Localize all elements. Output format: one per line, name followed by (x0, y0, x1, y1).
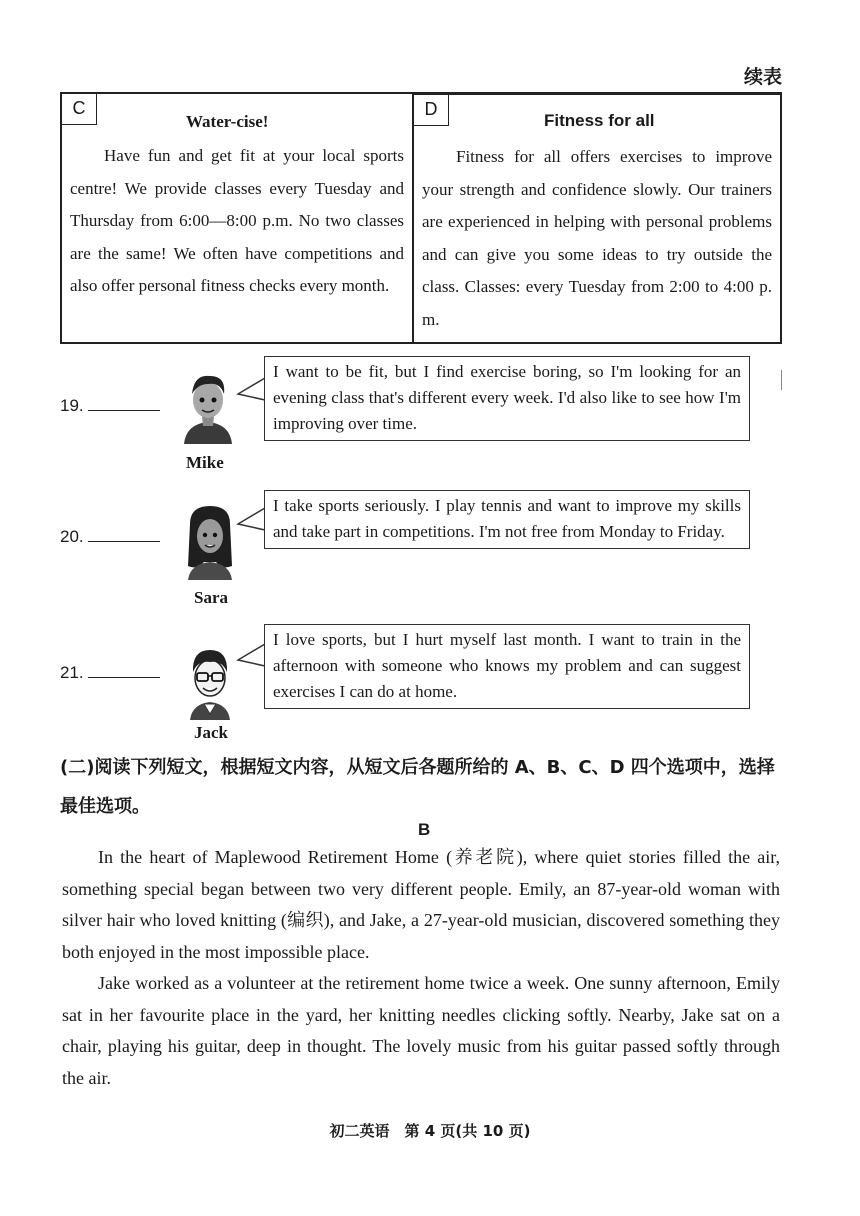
speech-tail (236, 642, 266, 672)
ad-body (422, 141, 772, 336)
passage-paragraph: Jake worked as a volunteer at the retirement home twice a week. One sunny afternoon, Emily sat in her favourite place in the yard, her knitting needles clicking softly. Nearby, Jake sat on a chair, playing his guitar, deep in thought. The lovely music from his guitar passed softly through the air. (62, 973, 780, 1088)
ad-title: Water-cise! (186, 112, 269, 131)
passage-paragraph: In the heart of Maplewood Retirement Home (养老院), where quiet stories filled the air, something special began between two very different people. Emily, an 87-year-old woman with silver hair who loved knitting (编织), and Jake, a 27-year-old musician, discovered something they both enjoyed in the most impossible place. (62, 847, 780, 962)
page-footer: 初二英语 第 4 页(共 10 页) (329, 1122, 531, 1140)
ad-letter: D (414, 95, 449, 126)
person-name: Jack (194, 723, 228, 742)
answer-blank[interactable] (88, 663, 160, 678)
question-21 (60, 663, 160, 683)
speech-bubble: I take sports seriously. I play tennis and want to improve my skills and take part in competitions. I'm not free from Monday to Friday. (264, 490, 750, 549)
question-19 (60, 396, 160, 416)
reading-passage (62, 842, 780, 1094)
speech-bubble: I love sports, but I hurt myself last month. I want to train in the afternoon with someone who knows my problem and can suggest exercises I can do at home. (264, 624, 750, 709)
ad-box-d (412, 92, 782, 344)
speech-bubble: I want to be fit, but I find exercise boring, so I'm looking for an evening class that's different every week. I'd also like to see how I'm improving over time. (264, 356, 750, 441)
passage-label: B (418, 820, 431, 839)
margin-mark (781, 370, 782, 390)
speech-tail (236, 506, 266, 536)
ad-letter: C (62, 94, 97, 125)
ad-body (70, 140, 404, 303)
question-20 (60, 527, 160, 547)
person-name: Sara (194, 588, 228, 607)
ad-box-c (60, 92, 412, 344)
ad-body-text: Fitness for all offers exercises to improve your strength and confidence slowly. Our trainers are experienced in helping with personal problems and can give you some ideas to try outside the class. Classes: every Tuesday from 2:00 to 4:00 p. m. (422, 147, 772, 329)
answer-blank[interactable] (88, 396, 160, 411)
answer-blank[interactable] (88, 527, 160, 542)
person-name: Mike (186, 453, 224, 472)
question-number: 20. (60, 527, 84, 546)
speech-tail (236, 376, 266, 406)
mike-avatar (180, 368, 236, 444)
ad-title: Fitness for all (544, 111, 655, 130)
jack-avatar (182, 644, 238, 720)
sara-avatar (182, 504, 238, 580)
question-number: 19. (60, 396, 84, 415)
section-instruction: (二)阅读下列短文，根据短文内容，从短文后各题所给的 A、B、C、D 四个选项中，选择最佳选项。 (60, 757, 775, 817)
question-number: 21. (60, 663, 84, 682)
continued-table-label: 续表 (743, 66, 782, 88)
ad-body-text: Have fun and get fit at your local sports centre! We provide classes every Tuesday and Thursday from 6:00—8:00 p.m. No two classes are the same! We often have competitions and also offer personal fitness checks every month. (70, 146, 404, 295)
